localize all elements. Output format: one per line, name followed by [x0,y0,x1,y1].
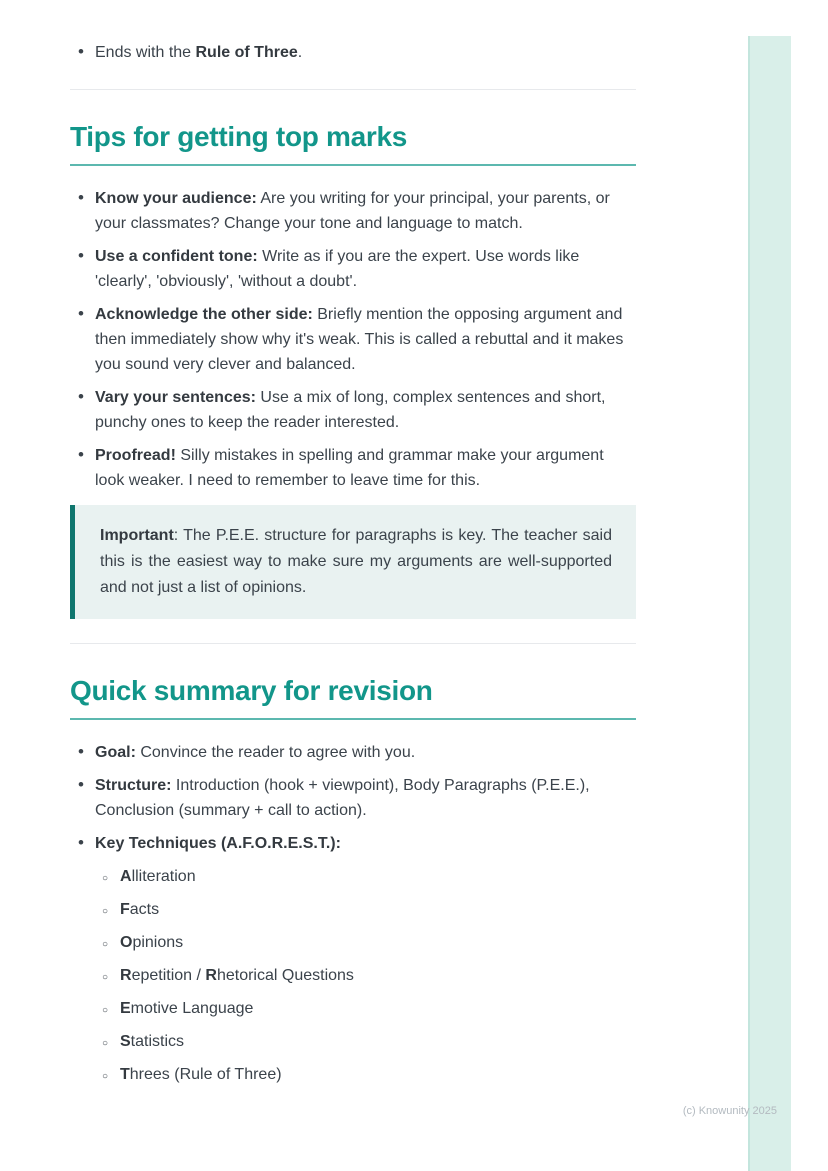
list-item [95,773,636,823]
technique-text: pinions [132,934,184,951]
technique-initial: O [120,934,133,951]
item-label: Know your audience: [95,190,257,207]
list-item [95,385,636,435]
item-bold-text: Rule of Three [195,44,298,61]
tips-section-title: Tips for getting top marks [70,120,636,166]
technique-text: hetorical Questions [216,967,354,984]
technique-initial: R [120,967,132,984]
list-item [95,302,636,377]
item-text: Briefly mention the opposing argument and then immediately show why it's weak. This is called a rebuttal and it makes you sound very clever and balanced. [95,306,624,373]
summary-list [70,740,636,1087]
technique-item [120,963,636,988]
callout-text: : The P.E.E. structure for paragraphs is key. The teacher said this is the easiest way to make sure my arguments are well-supported and not just a list of opinions. [100,527,612,596]
technique-initial: T [120,1066,130,1083]
technique-initial: S [120,1033,131,1050]
list-item [95,740,636,765]
item-text: Use a mix of long, complex sentences and short, punchy ones to keep the reader interested. [95,389,606,431]
item-label: Acknowledge the other side: [95,306,313,323]
item-text: Ends with the [95,44,196,61]
list-item [95,831,636,1087]
technique-initial: R [205,967,217,984]
list-item [95,40,636,65]
technique-item [120,1029,636,1054]
summary-section-title: Quick summary for revision [70,674,636,720]
technique-text: acts [129,901,160,918]
techniques-list [95,864,636,1087]
item-label: Goal: [95,744,136,761]
item-text: Convince the reader to agree with you. [135,744,416,761]
technique-item [120,996,636,1021]
item-text: Silly mistakes in spelling and grammar make your argument look weaker. I need to remember to leave time for this. [95,447,604,489]
technique-text: epetition / [131,967,206,984]
item-label: Proofread! [95,447,176,464]
technique-text: motive Language [130,1000,254,1017]
list-item [95,244,636,294]
item-label: Key Techniques (A.F.O.R.E.S.T.): [95,835,341,852]
technique-initial: E [120,1000,131,1017]
section-divider [70,89,636,90]
technique-text: hrees (Rule of Three) [129,1066,282,1083]
technique-text: tatistics [130,1033,185,1050]
document-content [70,0,636,1095]
section-divider [70,643,636,644]
callout-label: Important [100,527,174,544]
technique-initial: A [120,868,132,885]
item-text: Write as if you are the expert. Use words like 'clearly', 'obviously', 'without a doubt'. [95,248,580,290]
list-item [95,443,636,493]
item-text: Introduction (hook + viewpoint), Body Paragraphs (P.E.E.), Conclusion (summary + call to action). [95,777,590,819]
technique-item [120,930,636,955]
technique-item [120,1062,636,1087]
page-edge-strip [748,36,791,1171]
previous-section-list [70,40,636,65]
technique-item [120,864,636,889]
technique-text: lliteration [131,868,196,885]
item-text: Are you writing for your principal, your parents, or your classmates? Change your tone and language to match. [95,190,610,232]
item-text: . [297,44,303,61]
important-callout [70,505,636,619]
copyright-watermark: (c) Knowunity 2025 [682,1105,777,1117]
technique-initial: F [120,901,130,918]
list-item [95,186,636,236]
tips-list [70,186,636,493]
technique-item [120,897,636,922]
item-label: Vary your sentences: [95,389,256,406]
item-label: Use a confident tone: [95,248,258,265]
item-label: Structure: [95,777,172,794]
